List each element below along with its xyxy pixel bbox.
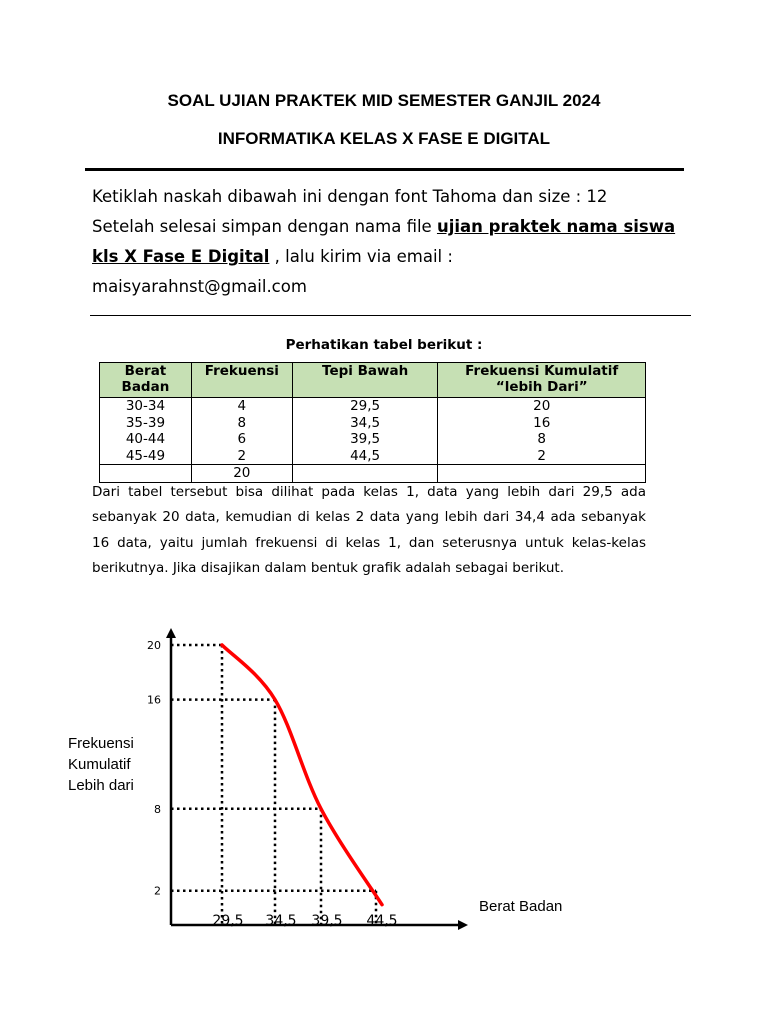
table-total: 20 <box>191 465 292 483</box>
x-tick-label: 29,5 <box>212 913 244 929</box>
table-cell: 29,5 <box>292 398 438 415</box>
y-axis-label-line: Lebih dari <box>68 777 134 794</box>
x-tick-label: 34,5 <box>265 913 297 929</box>
table-cell: 30-34 <box>100 398 192 415</box>
guide-lines <box>171 645 376 925</box>
table-cell: 2 <box>438 448 646 465</box>
table-cell: 8 <box>191 415 292 432</box>
explanation-paragraph: Dari tabel tersebut bisa dilihat pada kelas 1, data yang lebih dari 29,5 ada sebanyak 20 data, kemudian di kelas 2 data yang lebih dari 34,4 ada sebanyak 16 data, yaitu jumlah frekuensi di kelas 1, dan seterusnya untuk kelas-kelas berikutnya. Jika disajikan dalam bentuk grafik adalah sebagai berikut. <box>92 484 646 577</box>
x-tick-label: 44,5 <box>366 913 398 929</box>
table-cell: 34,5 <box>292 415 438 432</box>
table-cell: 6 <box>191 431 292 448</box>
header-berat-badan: Berat Badan <box>100 363 192 398</box>
y-tick-label: 8 <box>154 802 161 816</box>
header-frekuensi: Frekuensi <box>191 363 292 398</box>
email-address: maisyarahnst@gmail.com <box>92 277 307 296</box>
table-cell: 8 <box>438 431 646 448</box>
table-cell: 40-44 <box>100 431 192 448</box>
file-name: ujian praktek nama siswa kls X Fase E Digital <box>92 217 676 266</box>
instruction-suffix: , lalu kirim via email : <box>269 247 453 266</box>
table-cell: 4 <box>191 398 292 415</box>
header-frekuensi-kumulatif: Frekuensi Kumulatif “lebih Dari” <box>438 363 646 398</box>
table-caption: Perhatikan tabel berikut : <box>285 337 483 353</box>
table-cell: 2 <box>191 448 292 465</box>
y-axis-label-line: Frekuensi <box>68 735 134 752</box>
y-tick-labels <box>147 639 161 898</box>
page-title: SOAL UJIAN PRAKTEK MID SEMESTER GANJIL 2024 <box>167 91 601 110</box>
table-cell: 44,5 <box>292 448 438 465</box>
series-curve <box>222 645 382 905</box>
header-tepi-bawah: Tepi Bawah <box>292 363 438 398</box>
table-cell: 39,5 <box>292 431 438 448</box>
table-cell: 16 <box>438 415 646 432</box>
y-tick-label: 16 <box>147 693 161 707</box>
instruction-line-1: Ketiklah naskah dibawah ini dengan font Tahoma dan size : 12 <box>92 187 608 206</box>
table-cell: 45-49 <box>100 448 192 465</box>
x-axis-label: Berat Badan <box>479 898 563 915</box>
series-line <box>222 645 382 905</box>
instruction-prefix: Setelah selesai simpan dengan nama file <box>92 217 437 236</box>
y-tick-label: 20 <box>147 639 161 652</box>
y-tick-label: 2 <box>154 884 161 898</box>
x-tick-label: 39,5 <box>311 913 343 929</box>
x-tick-labels <box>212 913 397 929</box>
y-axis-label-line: Kumulatif <box>68 756 131 773</box>
page-subtitle: INFORMATIKA KELAS X FASE E DIGITAL <box>217 129 551 148</box>
table-cell: 35-39 <box>100 415 192 432</box>
table-cell: 20 <box>438 398 646 415</box>
